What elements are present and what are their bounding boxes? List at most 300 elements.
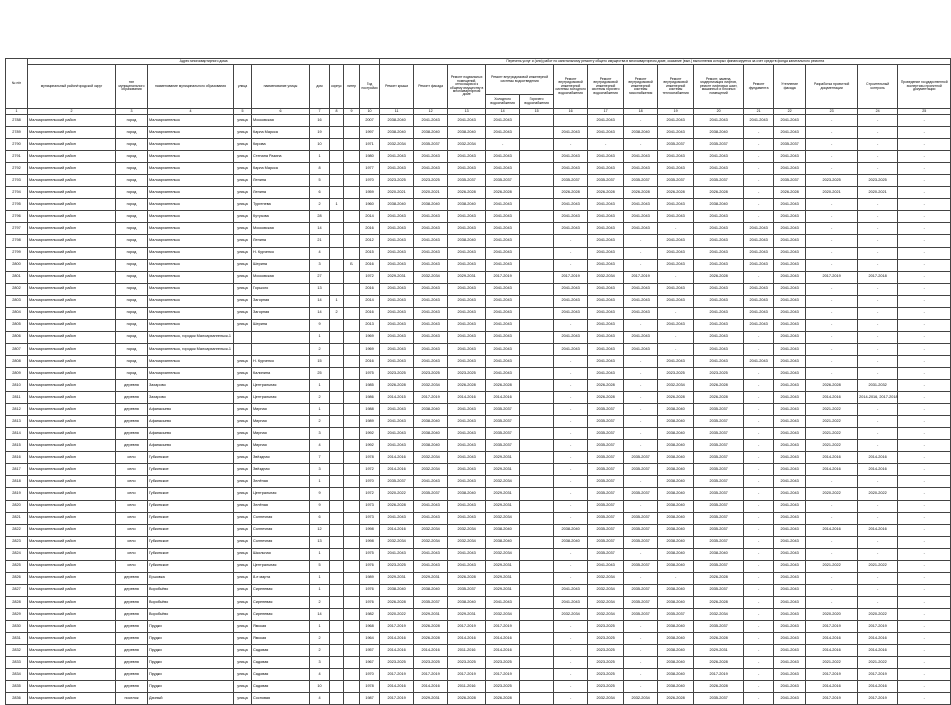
table-cell: 13 — [310, 283, 330, 295]
table-cell: 2014-2016 — [380, 524, 414, 536]
table-cell: Губкинское — [148, 464, 234, 476]
table-cell: 2798 — [6, 235, 28, 247]
table-cell: Прудки — [148, 657, 234, 669]
table-cell: улица — [234, 271, 252, 283]
table-cell: - — [744, 211, 774, 223]
table-cell: город — [116, 127, 148, 139]
table-cell: - — [858, 211, 898, 223]
table-cell: 2041-2043 — [658, 211, 694, 223]
table-cell: 2014-2015 — [380, 392, 414, 404]
table-cell-empty — [520, 199, 554, 211]
table-cell: 2041-2043 — [414, 223, 448, 235]
table-cell: - — [744, 404, 774, 416]
table-cell: город — [116, 271, 148, 283]
table-row — [6, 187, 951, 199]
table-cell — [344, 548, 360, 560]
table-cell: 2032-2034 — [588, 572, 624, 584]
table-cell: 2038-2040 — [658, 645, 694, 657]
table-cell: 1977 — [360, 163, 380, 175]
table-cell: 2026-2028 — [694, 633, 744, 645]
table-cell: 2038-2040 — [486, 524, 520, 536]
table-cell: село — [116, 500, 148, 512]
table-cell: село — [116, 464, 148, 476]
table-cell: 2035-2037 — [624, 536, 658, 548]
table-cell: Мирная — [252, 404, 310, 416]
table-cell: - — [858, 500, 898, 512]
table-cell: 21 — [310, 235, 330, 247]
table-cell: город — [116, 151, 148, 163]
table-row — [6, 548, 951, 560]
table-cell: 2038-2040 — [658, 404, 694, 416]
table-cell: 2032-2034 — [624, 693, 658, 705]
table-cell — [330, 163, 344, 175]
table-cell: - — [624, 669, 658, 681]
table-cell: 2038-2040 — [694, 199, 744, 211]
table-cell: 2035-2037 — [588, 464, 624, 476]
table-cell: 2041-2043 — [486, 163, 520, 175]
table-row — [6, 163, 951, 175]
table-cell: 2041-2043 — [658, 283, 694, 295]
table-cell: село — [116, 548, 148, 560]
table-cell — [344, 223, 360, 235]
table-cell: 2017-2019 — [448, 620, 486, 632]
table-cell — [344, 488, 360, 500]
table-cell: 2041-2043 — [414, 211, 448, 223]
table-cell: - — [898, 428, 951, 440]
table-row — [6, 440, 951, 452]
col-street-name: наименование улицы — [252, 65, 310, 109]
table-cell: 2041-2043 — [448, 307, 486, 319]
table-cell: Малоархангельский район — [28, 657, 116, 669]
table-cell: Ленина — [252, 235, 310, 247]
table-cell: Мирная — [252, 440, 310, 452]
table-cell: Малоархангельский район — [28, 608, 116, 620]
table-cell: - — [744, 380, 774, 392]
table-cell-empty — [520, 512, 554, 524]
table-cell: 2032-2034 — [588, 271, 624, 283]
table-cell: 2016 — [360, 259, 380, 271]
table-cell: 2041-2043 — [744, 235, 774, 247]
table-cell: 2038-2040 — [658, 488, 694, 500]
table-cell: - — [858, 223, 898, 235]
table-cell: 1997 — [360, 127, 380, 139]
table-cell: - — [554, 500, 588, 512]
table-cell: 10 — [310, 681, 330, 693]
table-cell — [330, 560, 344, 572]
table-cell: 2038-2040 — [554, 524, 588, 536]
table-cell: 2041-2043 — [448, 295, 486, 307]
table-cell: 2041-2043 — [744, 259, 774, 271]
table-cell: 1986 — [360, 392, 380, 404]
table-cell: - — [858, 151, 898, 163]
table-cell: 2789 — [6, 127, 28, 139]
table-row — [6, 247, 951, 259]
table-cell — [344, 440, 360, 452]
table-cell: 2038-2040 — [658, 428, 694, 440]
table-cell: Малоархангельский район — [28, 355, 116, 367]
table-cell: - — [898, 584, 951, 596]
table-cell: - — [744, 428, 774, 440]
table-cell: улица — [234, 416, 252, 428]
table-cell: - — [744, 464, 774, 476]
table-cell: - — [806, 199, 858, 211]
table-cell: 2041-2043 — [588, 295, 624, 307]
table-cell: 2014-2016 — [380, 681, 414, 693]
table-cell — [330, 452, 344, 464]
table-cell: 2017-2019 — [806, 693, 858, 705]
table-cell — [330, 283, 344, 295]
table-cell: Малоархангельск, городок Малоархангельск-1 — [148, 331, 234, 343]
table-cell: Малоархангельский район — [28, 620, 116, 632]
table-cell: Малоархангельск — [148, 247, 234, 259]
table-cell: 2032-2034 — [694, 608, 744, 620]
table-cell: 2041-2043 — [774, 524, 806, 536]
table-cell: 2041-2043 — [486, 331, 520, 343]
table-cell: 2035-2037 — [414, 488, 448, 500]
table-row — [6, 464, 951, 476]
table-cell: 2041-2043 — [624, 223, 658, 235]
table-cell: - — [624, 620, 658, 632]
table-cell: 2026-2028 — [486, 187, 520, 199]
table-cell: 2017-2019 — [858, 669, 898, 681]
table-cell: Малоархангельск — [148, 211, 234, 223]
table-cell: Малоархангельск — [148, 115, 234, 127]
table-cell: 2023-2025 — [588, 645, 624, 657]
table-cell: 2041-2043 — [486, 307, 520, 319]
table-cell: улица — [234, 247, 252, 259]
table-cell: 2041-2043 — [588, 343, 624, 355]
table-cell: Малоархангельский район — [28, 343, 116, 355]
table-cell: 2035-2037 — [448, 175, 486, 187]
table-cell: Малоархангельский район — [28, 476, 116, 488]
table-cell: - — [858, 343, 898, 355]
table-cell: 2041-2043 — [774, 584, 806, 596]
table-cell: улица — [234, 283, 252, 295]
table-cell — [344, 416, 360, 428]
table-cell: 2041-2043 — [774, 596, 806, 608]
table-cell: 2041-2043 — [448, 283, 486, 295]
table-cell-empty — [520, 524, 554, 536]
table-cell: 2041-2043 — [448, 319, 486, 331]
table-cell: 2809 — [6, 367, 28, 379]
table-cell: деревня — [116, 669, 148, 681]
col-district: муниципальный район/городской округ — [28, 65, 116, 109]
table-cell — [234, 331, 252, 343]
column-number: 20 — [694, 109, 744, 115]
table-cell: 2029-2031 — [486, 488, 520, 500]
table-cell: - — [898, 235, 951, 247]
table-cell: 2014-2016 — [858, 681, 898, 693]
table-cell: город — [116, 283, 148, 295]
table-cell: 2021-2022 — [806, 560, 858, 572]
table-cell: - — [858, 115, 898, 127]
table-cell — [330, 235, 344, 247]
table-cell: 2038-2040 — [658, 584, 694, 596]
table-cell: Прудки — [148, 620, 234, 632]
col-facade: Ремонт фасада — [414, 65, 448, 109]
table-cell — [344, 380, 360, 392]
table-cell: - — [898, 319, 951, 331]
table-cell: - — [898, 440, 951, 452]
table-cell: 2038-2040 — [448, 199, 486, 211]
table-cell: Воробьёво — [148, 608, 234, 620]
table-row — [6, 392, 951, 404]
table-cell: 1 — [310, 404, 330, 416]
table-cell: - — [806, 223, 858, 235]
table-cell: улица — [234, 548, 252, 560]
table-cell: 2816 — [6, 452, 28, 464]
table-cell: 2041-2043 — [554, 295, 588, 307]
table-cell: 2017-2019 — [806, 669, 858, 681]
table-cell: 2023-2025 — [858, 175, 898, 187]
table-cell-empty — [520, 115, 554, 127]
table-cell — [330, 524, 344, 536]
table-cell: Прудки — [148, 633, 234, 645]
table-cell: - — [624, 319, 658, 331]
table-cell: 2038-2040 — [658, 620, 694, 632]
table-cell: 2041-2043 — [744, 223, 774, 235]
table-row — [6, 572, 951, 584]
table-cell: 2023-2025 — [380, 367, 414, 379]
column-number: 7 — [310, 109, 330, 115]
table-cell: 1975 — [360, 367, 380, 379]
table-cell: 1 — [310, 572, 330, 584]
table-cell: село — [116, 524, 148, 536]
table-cell: - — [806, 548, 858, 560]
table-cell: 2026-2028 — [448, 187, 486, 199]
table-cell: 2041-2043 — [448, 440, 486, 452]
table-cell: 2041-2043 — [380, 163, 414, 175]
table-cell: - — [554, 560, 588, 572]
table-cell: 2038-2040 — [554, 536, 588, 548]
table-cell: - — [624, 572, 658, 584]
table-cell: 1976 — [360, 560, 380, 572]
table-cell: 2032-2034 — [486, 512, 520, 524]
table-cell: город — [116, 223, 148, 235]
table-cell: 2021-2022 — [806, 657, 858, 669]
table-cell-empty — [520, 693, 554, 705]
table-cell: Малоархангельский район — [28, 139, 116, 151]
table-cell: село — [116, 452, 148, 464]
table-cell: - — [554, 669, 588, 681]
table-cell: - — [744, 367, 774, 379]
table-cell: 2016 — [360, 355, 380, 367]
table-cell: - — [898, 139, 951, 151]
table-row — [6, 319, 951, 331]
table-cell: 2823 — [6, 536, 28, 548]
table-cell: 2035-2037 — [774, 139, 806, 151]
table-cell: улица — [234, 657, 252, 669]
table-cell: - — [744, 151, 774, 163]
table-cell: 2014-2016 — [858, 452, 898, 464]
table-cell: 2029-2031 — [486, 560, 520, 572]
table-cell: Малоархангельск — [148, 319, 234, 331]
table-cell: 2041-2043 — [380, 512, 414, 524]
table-cell: 2041-2043 — [380, 331, 414, 343]
table-cell: - — [806, 500, 858, 512]
table-cell: 2035-2037 — [694, 584, 744, 596]
table-cell: 2041-2043 — [414, 343, 448, 355]
table-cell: 2026-2028 — [694, 392, 744, 404]
table-cell: - — [554, 404, 588, 416]
table-cell: 2017-2019 — [380, 669, 414, 681]
table-cell: 2041-2043 — [486, 319, 520, 331]
table-cell: 7 — [310, 452, 330, 464]
table-cell: 2041-2043 — [414, 307, 448, 319]
table-cell: 2017-2019 — [806, 271, 858, 283]
table-cell: Малоархангельский район — [28, 259, 116, 271]
table-cell: - — [858, 355, 898, 367]
table-cell: 2832 — [6, 645, 28, 657]
table-cell: Горького — [252, 283, 310, 295]
table-cell: 2041-2043 — [624, 307, 658, 319]
column-number: 25 — [898, 109, 951, 115]
table-cell: 2032-2034 — [486, 476, 520, 488]
table-cell-empty — [520, 428, 554, 440]
table-cell — [330, 572, 344, 584]
table-cell: Кутузова — [252, 211, 310, 223]
table-cell: - — [898, 620, 951, 632]
table-cell: Малоархангельский район — [28, 416, 116, 428]
table-cell: - — [744, 416, 774, 428]
table-cell: Афанасьево — [148, 428, 234, 440]
table-cell: город — [116, 319, 148, 331]
table-cell: 2834 — [6, 669, 28, 681]
table-cell: - — [744, 343, 774, 355]
table-cell: 2041-2043 — [448, 259, 486, 271]
table-cell: 2041-2043 — [448, 476, 486, 488]
table-cell: - — [554, 355, 588, 367]
table-cell: 2017-2019 — [448, 669, 486, 681]
table-cell: Малоархангельск — [148, 271, 234, 283]
table-cell: Калинина — [252, 367, 310, 379]
table-cell-empty — [520, 657, 554, 669]
table-cell: 2035-2037 — [694, 440, 744, 452]
table-cell: Центральная — [252, 380, 310, 392]
table-cell-empty — [520, 271, 554, 283]
table-cell: 2038-2040 — [448, 235, 486, 247]
table-cell: - — [554, 428, 588, 440]
table-cell: 3 — [310, 428, 330, 440]
table-cell: 2 — [310, 416, 330, 428]
table-cell: 2041-2043 — [486, 596, 520, 608]
table-cell: 2041-2043 — [774, 500, 806, 512]
table-cell: Губкинское — [148, 560, 234, 572]
table-cell — [330, 584, 344, 596]
table-cell: 2041-2043 — [588, 151, 624, 163]
table-cell: 2023-2025 — [806, 175, 858, 187]
table-cell: 2023-2025 — [588, 681, 624, 693]
table-cell: 2792 — [6, 163, 28, 175]
table-cell: - — [744, 331, 774, 343]
table-cell: 2 — [310, 392, 330, 404]
table-cell: 2014-2016 — [858, 524, 898, 536]
table-cell: 2032-2034 — [448, 524, 486, 536]
table-cell: 2035-2037 — [588, 476, 624, 488]
table-cell: Звёздная — [252, 464, 310, 476]
table-cell: 2035-2037 — [624, 488, 658, 500]
table-cell: 2014-2016 — [486, 392, 520, 404]
table-cell: улица — [234, 199, 252, 211]
table-cell: Малоархангельск — [148, 199, 234, 211]
table-cell: 2035-2037 — [624, 464, 658, 476]
table-cell: Малоархангельский район — [28, 127, 116, 139]
table-cell: - — [898, 151, 951, 163]
table-cell: Сиреневая — [252, 584, 310, 596]
table-row — [6, 428, 951, 440]
table-cell: 1969 — [360, 343, 380, 355]
table-cell: 2041-2043 — [658, 115, 694, 127]
table-cell: - — [554, 235, 588, 247]
table-row — [6, 367, 951, 379]
table-cell: 2017-2019 — [380, 620, 414, 632]
table-cell — [344, 620, 360, 632]
table-cell: 28 — [310, 211, 330, 223]
table-row — [6, 259, 951, 271]
table-cell — [344, 452, 360, 464]
table-cell: 2041-2043 — [694, 211, 744, 223]
table-cell: 2029-2031 — [414, 572, 448, 584]
table-cell: 2026-2028 — [694, 657, 744, 669]
table-cell — [330, 139, 344, 151]
col-drainage-cold: Холодного водоснабжения — [486, 95, 520, 109]
table-cell: 2799 — [6, 247, 28, 259]
table-cell: 8-е марта — [252, 572, 310, 584]
table-cell: 2041-2043 — [694, 319, 744, 331]
table-cell: 2014-2016 — [448, 633, 486, 645]
table-cell: 2038-2040 — [658, 657, 694, 669]
table-cell: - — [744, 657, 774, 669]
table-cell: Губкинское — [148, 500, 234, 512]
table-cell: 2041-2043 — [588, 367, 624, 379]
table-cell: 2032-2034 — [588, 608, 624, 620]
table-cell: Малоархангельский район — [28, 500, 116, 512]
table-cell: 1988 — [360, 404, 380, 416]
table-cell: - — [898, 392, 951, 404]
table-cell: 2041-2043 — [588, 211, 624, 223]
table-cell: 2014-2016 — [806, 464, 858, 476]
table-cell: улица — [234, 645, 252, 657]
table-cell — [344, 572, 360, 584]
table-cell: - — [744, 500, 774, 512]
table-cell — [330, 355, 344, 367]
table-cell: - — [858, 404, 898, 416]
table-cell: 1964 — [360, 633, 380, 645]
table-cell: 1960 — [360, 199, 380, 211]
table-cell-empty — [520, 331, 554, 343]
table-cell: 2038-2040 — [658, 548, 694, 560]
table-cell: улица — [234, 512, 252, 524]
table-cell: 2041-2043 — [554, 307, 588, 319]
table-cell: улица — [234, 693, 252, 705]
table-cell: 2041-2043 — [414, 500, 448, 512]
table-cell: Н. Курченко — [252, 355, 310, 367]
table-cell: Н. Курченко — [252, 247, 310, 259]
table-cell: 2041-2043 — [774, 367, 806, 379]
table-cell: 2813 — [6, 416, 28, 428]
table-cell: 2797 — [6, 223, 28, 235]
table-cell: - — [554, 633, 588, 645]
table-cell: - — [658, 271, 694, 283]
table-cell: - — [554, 440, 588, 452]
table-cell: 2038-2040 — [694, 127, 744, 139]
table-cell-empty — [520, 259, 554, 271]
table-cell — [330, 271, 344, 283]
table-cell: 2038-2040 — [658, 440, 694, 452]
table-cell: 2041-2043 — [774, 392, 806, 404]
table-cell: 2041-2043 — [448, 452, 486, 464]
table-cell: Кирова — [252, 139, 310, 151]
